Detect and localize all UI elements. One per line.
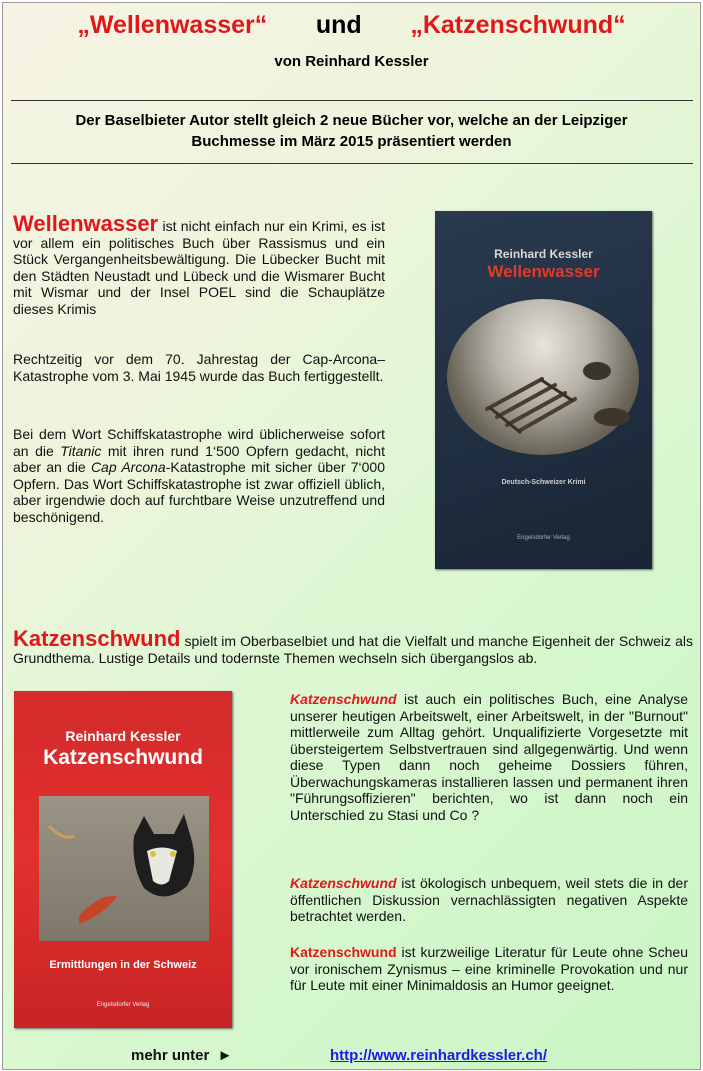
book2-name: Katzenschwund xyxy=(13,626,181,651)
book1-name: Wellenwasser xyxy=(13,211,159,236)
cover2-author: Reinhard Kessler xyxy=(65,728,181,744)
cover1-subtitle: Deutsch-Schweizer Krimi xyxy=(501,479,586,486)
book2-paragraph-3 xyxy=(290,944,688,994)
book2-p3-text: ist kurzweilige Literatur für Leute ohne Scheu vor ironischem Zynismus – eine kriminelle Provokation und nur für Leute mit einer Minimaldosis an Humor geeignet. xyxy=(290,944,688,993)
book2-paragraph-1 xyxy=(290,691,688,823)
book1-p3-a: Bei dem Wort Schiffskatastrophe wird üblicherweise sofort an die xyxy=(13,426,385,459)
more-label: mehr unter ► xyxy=(131,1047,233,1064)
cover2-cat-image xyxy=(39,796,209,941)
cover1-author: Reinhard Kessler xyxy=(494,247,593,261)
cover2-publisher: Engelsdorfer Verlag xyxy=(96,1002,150,1008)
book2-p2-name: Katzenschwund xyxy=(290,875,397,891)
byline: von Reinhard Kessler xyxy=(274,53,429,70)
cover2-title: Katzenschwund xyxy=(43,746,203,769)
page-title xyxy=(3,11,700,40)
divider-bottom xyxy=(11,163,693,164)
divider-top xyxy=(11,100,693,101)
book2-p1-name: Katzenschwund xyxy=(290,691,397,707)
cat-illustration xyxy=(39,796,209,941)
book1-cover xyxy=(435,211,652,569)
intro-text: Der Baselbieter Autor stellt gleich 2 neue Bücher vor, welche an der Leipziger Buchmesse im März 2015 präsentiert werden xyxy=(75,112,628,150)
book1-paragraph-2: Rechtzeitig vor dem 70. Jahrestag der Cap-Arcona–Katastrophe vom 3. Mai 1945 wurde das Buch fertiggestellt. xyxy=(13,351,385,384)
book2-p3-name: Katzenschwund xyxy=(290,944,397,960)
book2-lead xyxy=(13,626,693,666)
book1-p3-b: mit ihren rund 1‘500 Opfern gedacht, nicht aber an die xyxy=(13,442,385,475)
book1-p1-text: ist nicht einfach nur ein Krimi, es ist vor allem ein politisches Buch über Rassismus und ein Stück Vergangenheitsbewältigung. Die Lübecker Bucht mit den Städten Neustadt und Lübeck und die Wismarer Bucht mit Wismar und der Insel POEL sind die Schauplätze dieses Krimis xyxy=(13,218,385,317)
book2-p1-text: ist auch ein politisches Buch, eine Analyse unserer heutigen Arbeitswelt, einer Arbeitswelt, in der "Burnout" mittlerweile zum Alltag gehört. Unqualifizierte Vorgesetzte mit übersteigertem Selbstvertrauen sind allgegenwärtig. Und wenn diese Typen dann noch geheime Dossiers führen, Überwachungskameras installieren lassen und permanent ihren "Führungsoffizieren" berichten, wo ist dann noch ein Unterschied zu Stasi und Co ? xyxy=(290,691,688,823)
website-link[interactable]: http://www.reinhardkessler.ch/ xyxy=(330,1047,548,1064)
book2-lead-text: spielt im Oberbaselbiet und hat die Vielfalt und manche Eigenheit der Schweiz als Grundthema. Lustige Details und todernste Themen wechseln sich übergangslos ab. xyxy=(13,633,693,666)
cover1-title: Wellenwasser xyxy=(487,262,600,281)
title-book1: „Wellenwasser“ xyxy=(77,11,268,39)
cover1-publisher: Engelsdorfer Verlag xyxy=(517,535,570,541)
title-book2: „Katzenschwund“ xyxy=(410,11,626,39)
flyer-page xyxy=(2,2,701,1070)
title-and: und xyxy=(315,11,362,39)
book1-p3-c: -Katastrophe mit sicher über 7‘000 Opfern. Das Wort Schiffskatastrophe ist zwar offiziell üblich, aber irgendwie doch auf furchtbare Weise unzutreffend und beschönigend. xyxy=(13,459,385,525)
cover1-sea-raft-image xyxy=(447,299,639,455)
book1-paragraph-3 xyxy=(13,426,385,525)
cover2-subtitle: Ermittlungen in der Schweiz xyxy=(49,959,197,971)
book1-paragraph-1 xyxy=(13,211,385,317)
book1-p3-cap: Cap Arcona xyxy=(90,459,166,475)
book2-p2-text: ist ökologisch unbequem, weil stets die in der öffentlichen Diskussion vernachlässigten negativen Aspekte betrachtet werden. xyxy=(290,875,688,924)
book2-cover xyxy=(14,691,232,1028)
book1-p3-titanic: Titanic xyxy=(60,442,102,459)
book2-paragraph-2 xyxy=(290,875,688,925)
raft-illustration xyxy=(447,299,639,455)
